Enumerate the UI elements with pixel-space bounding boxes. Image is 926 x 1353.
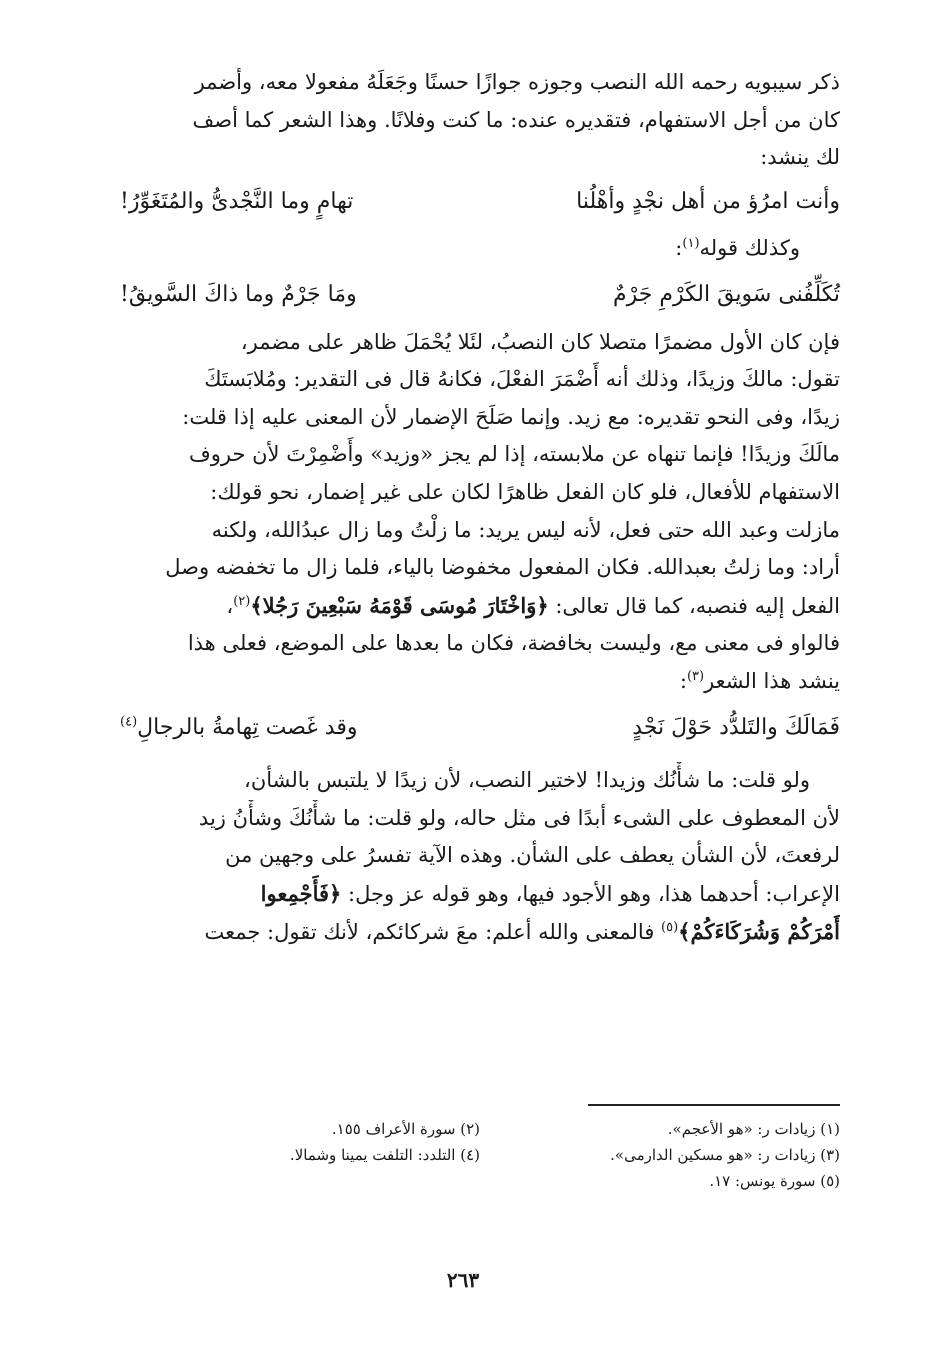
text-line: فإن كان الأول مضمرًا متصلا كان النصبُ، لئَلا يُحْمَلَ ظاهر على مضمر، bbox=[240, 329, 840, 354]
paragraph-4 bbox=[120, 762, 840, 952]
text-line: مازلت وعبد الله حتى فعل، لأنه ليس يريد: ما زلْتُ وما زال عبدُالله، ولكنه bbox=[211, 517, 840, 542]
text-run: وكذلك قوله bbox=[699, 236, 800, 261]
text-line bbox=[120, 913, 840, 952]
text-run: وقد غَصت تِهامةُ بالرجالِ bbox=[137, 714, 358, 740]
footnotes bbox=[120, 1116, 840, 1194]
text-line: لرفعتَ، لأن الشأن يعطف على الشأن. وهذه الآية تفسرُ على وجهين من bbox=[225, 843, 840, 868]
text-line: لأن المعطوف على الشىء أبدًا فى مثل حاله، ولو قلت: ما شأْنُكَ وشأْنُ زيد bbox=[198, 805, 840, 830]
text-line: فالواو فى معنى مع، وليست بخافضة، فكان ما بعدها على الموضع، فعلى هذا bbox=[187, 631, 840, 656]
footnote-row bbox=[120, 1168, 840, 1194]
quran-quote: أَمْرَكُمْ وَشُرَكَاءَكُمْ﴾ bbox=[678, 919, 840, 945]
footnote-4: (٤) التلدد: التلفت يمينا وشمالا. bbox=[289, 1146, 480, 1164]
verse-hemistich-left: تهامٍ وما النَّجْدىُّ والمُتَغَوِّرُ! bbox=[120, 188, 354, 214]
text-line: الاستفهام للأفعال، فلو كان الفعل ظاهرًا لكان على غير إضمار، نحو قولك: bbox=[210, 479, 840, 504]
text-run: فالمعنى والله أعلم: معَ شركائكم، لأنك تقول: جمعت bbox=[204, 920, 662, 945]
text-line: زيدًا، وفى النحو تقديره: مع زيد. وإنما صَلَحَ الإضمار لأن المعنى عليه إذا قلت: bbox=[182, 404, 840, 429]
text-run: الإعراب: أحدهما هذا، وهو الأجود فيها، وهو قوله عز وجل: bbox=[341, 881, 840, 906]
verse-hemistich-left bbox=[120, 709, 358, 747]
footnote-ref[interactable]: (٥) bbox=[661, 920, 679, 936]
text-line: أراد: وما زلتُ بعبدالله. فكان المفعول مخفوضا بالياء، فلما زال ما تخفضه وصل bbox=[165, 555, 840, 580]
quran-quote: ﴿وَاخْتَارَ مُوسَى قَوْمَهُ سَبْعِينَ رَجُلا﴾ bbox=[250, 592, 549, 618]
footnote-separator bbox=[588, 1104, 840, 1106]
text-run: : bbox=[679, 668, 687, 693]
verse-hemistich-right: وأنت امرُؤ من أهل نجْدٍ وأهْلُنا bbox=[576, 188, 840, 214]
text-run: ينشد هذا الشعر bbox=[704, 668, 840, 693]
text-line: تقول: مالكَ وزيدًا، وذلك أنه أَضْمَرَ الفعْلَ، فكانهُ قال فى التقدير: ومُلابَستَكَ bbox=[204, 367, 840, 392]
quran-quote: ﴿فَأَجْمِعوا bbox=[260, 880, 342, 906]
text-line bbox=[120, 587, 840, 626]
text-run: : bbox=[675, 236, 683, 261]
paragraph-1 bbox=[120, 64, 840, 177]
footnote-5: (٥) سورة يونس: ١٧. bbox=[709, 1172, 840, 1190]
text-run: الفعل إليه فنصبه، كما قال تعالى: bbox=[548, 593, 840, 618]
text-line bbox=[120, 663, 840, 701]
verse-hemistich-left: ومَا جَرْمٌ وما ذاكَ السَّويقُ! bbox=[120, 281, 357, 307]
footnote-2: (٢) سورة الأعراف ١٥٥. bbox=[331, 1120, 480, 1138]
paragraph-2 bbox=[120, 230, 840, 268]
text-line: مالَكَ وزيدًا! فإنما تنهاه عن ملابسته، إذا لم يجز «وزيد» وأَضْمِرْتَ لأن حروف bbox=[188, 442, 840, 467]
footnote-3: (٣) زيادات ر: «هو مسكين الدارمى». bbox=[610, 1146, 840, 1164]
verse-2 bbox=[120, 276, 840, 314]
text-line: لك ينشد: bbox=[760, 145, 840, 170]
text-line: ذكر سيبويه رحمه الله النصب وجوزه جوازًا حسنًا وجَعَلَهُ مفعولا معه، وأضمر bbox=[194, 70, 840, 94]
page-number: ٢٦٣ bbox=[446, 1268, 480, 1292]
main-text bbox=[120, 64, 840, 952]
text-line bbox=[120, 875, 840, 914]
footnote-ref[interactable]: (٢) bbox=[233, 593, 251, 609]
verse-hemistich-right: تُكَلِّفُنى سَويقَ الكَرْمِ جَرْمٌ bbox=[613, 281, 840, 307]
footnote-ref[interactable]: (١) bbox=[682, 236, 700, 252]
text-line: كان من أجل الاستفهام، فتقديره عنده: ما كنت وفلانًا. وهذا الشعر كما أصف bbox=[192, 107, 840, 132]
verse-hemistich-right: فَمَالَكَ والتَلدُّد حَوْلَ نَجْدٍ bbox=[632, 714, 840, 740]
verse-1 bbox=[120, 183, 840, 221]
text-line: ولو قلت: ما شأْنُك وزيدا! لاختير النصب، لأن زيدًا لا يلتبس بالشأن، bbox=[244, 768, 810, 793]
text-run: ، bbox=[226, 593, 234, 618]
footnote-row bbox=[120, 1142, 840, 1168]
footnote-row bbox=[120, 1116, 840, 1142]
footnote-ref[interactable]: (٣) bbox=[686, 668, 705, 684]
footnote-1: (١) زيادات ر: «هو الأعجم». bbox=[667, 1120, 840, 1138]
paragraph-3 bbox=[120, 324, 840, 701]
verse-3 bbox=[120, 709, 840, 747]
footnote-ref[interactable]: (٤) bbox=[120, 714, 138, 730]
